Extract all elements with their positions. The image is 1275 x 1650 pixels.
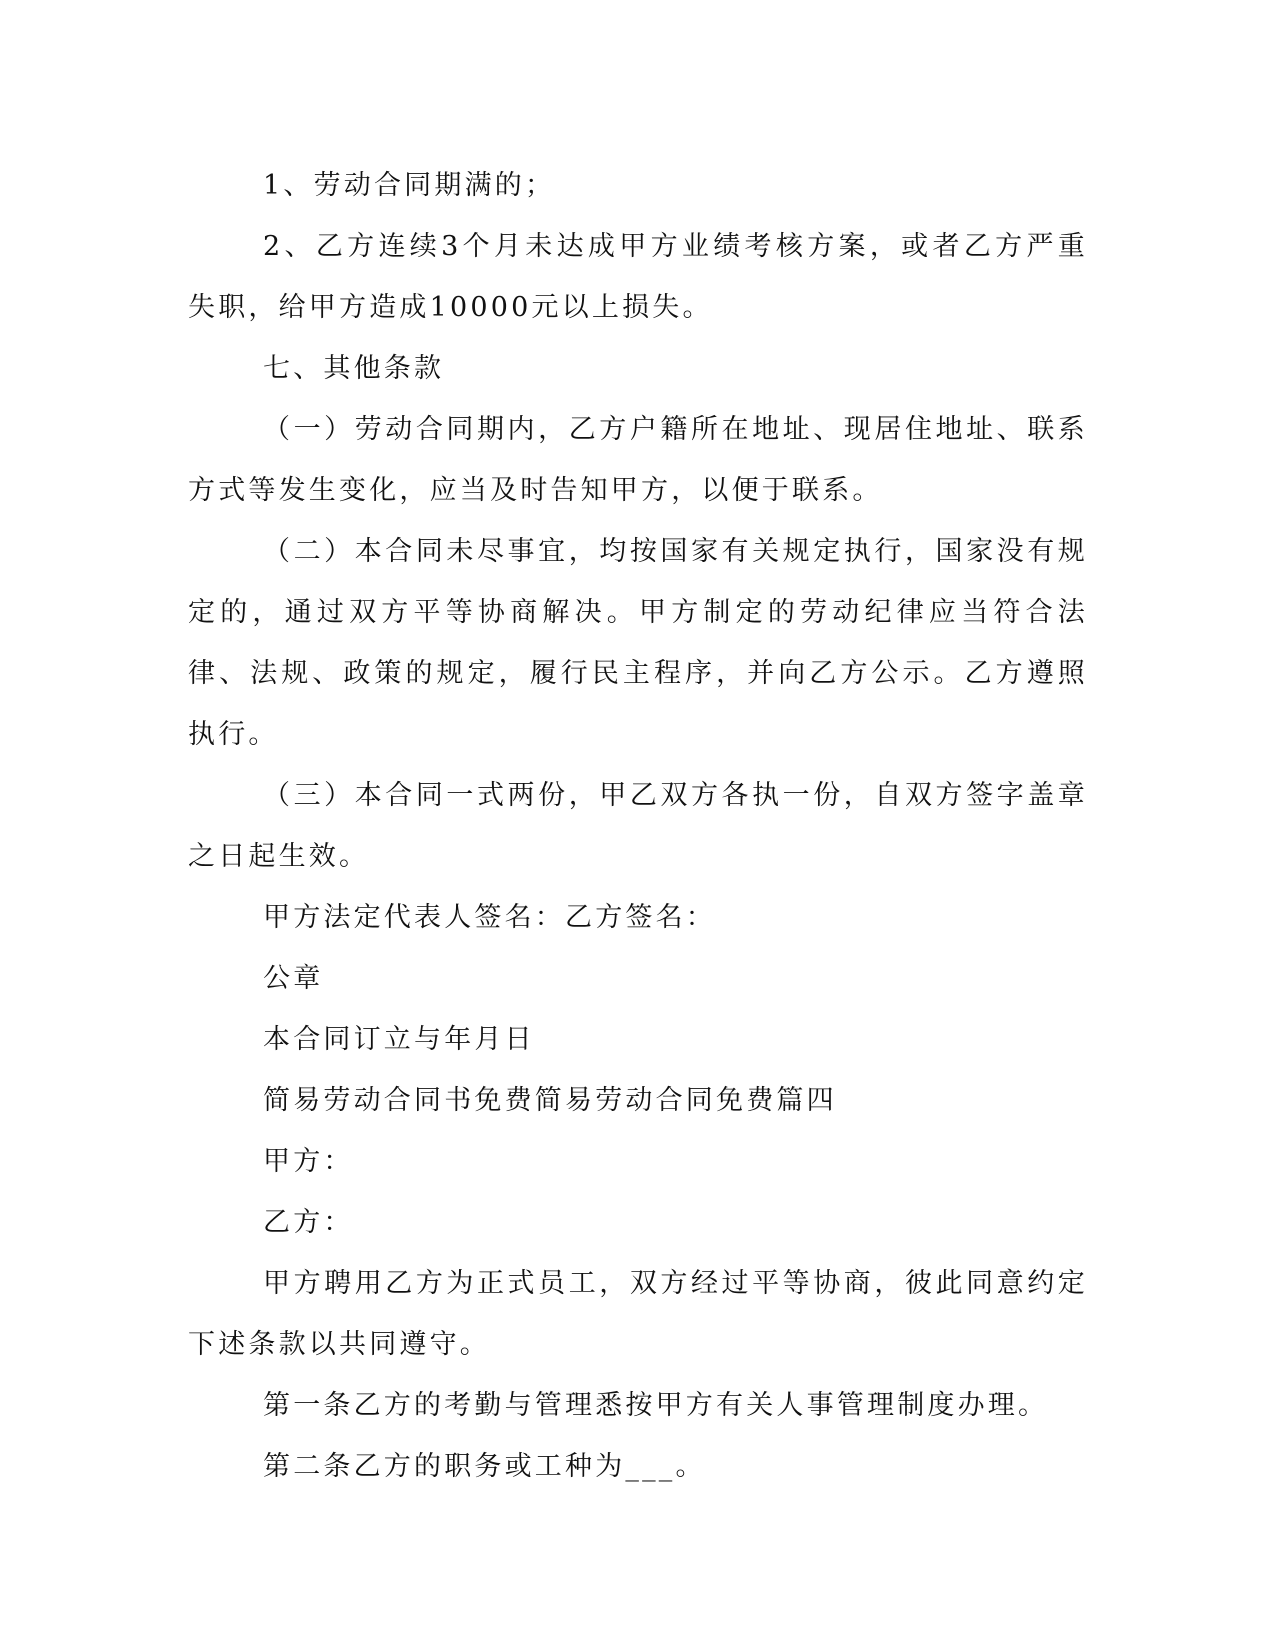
seal-line: 公章 (263, 963, 324, 994)
signature-line: 甲方法定代表人签名：乙方签名： (263, 902, 716, 933)
paragraph-performance-termination: 2、乙方连续3个月未达成甲方业绩考核方案，或者乙方严重失职，给甲方造成10000元以上损失。 (188, 231, 1088, 323)
date-line: 本合同订立与年月日 (263, 1024, 535, 1055)
paragraph-contract-expiry: 1、劳动合同期满的； (263, 170, 556, 201)
article-1: 第一条乙方的考勤与管理悉按甲方有关人事管理制度办理。 (263, 1390, 1049, 1421)
party-a-line: 甲方： (263, 1146, 354, 1177)
paragraph-clause-2: （二）本合同未尽事宜，均按国家有关规定执行，国家没有规定的，通过双方平等协商解决。甲方制定的劳动纪律应当符合法律、法规、政策的规定，履行民主程序，并向乙方公示。乙方遵照执行。 (188, 536, 1088, 750)
document-section-title: 简易劳动合同书免费简易劳动合同免费篇四 (263, 1085, 837, 1116)
paragraph-clause-1: （一）劳动合同期内，乙方户籍所在地址、现居住地址、联系方式等发生变化，应当及时告知甲方，以便于联系。 (188, 414, 1088, 506)
article-2: 第二条乙方的职务或工种为___。 (263, 1451, 706, 1482)
section-heading-other-terms: 七、其他条款 (263, 353, 445, 384)
party-b-line: 乙方： (263, 1207, 354, 1238)
paragraph-employment-agreement: 甲方聘用乙方为正式员工，双方经过平等协商，彼此同意约定下述条款以共同遵守。 (188, 1268, 1088, 1360)
document-page (188, 155, 1088, 1497)
paragraph-clause-3: （三）本合同一式两份，甲乙双方各执一份，自双方签字盖章之日起生效。 (188, 780, 1088, 872)
